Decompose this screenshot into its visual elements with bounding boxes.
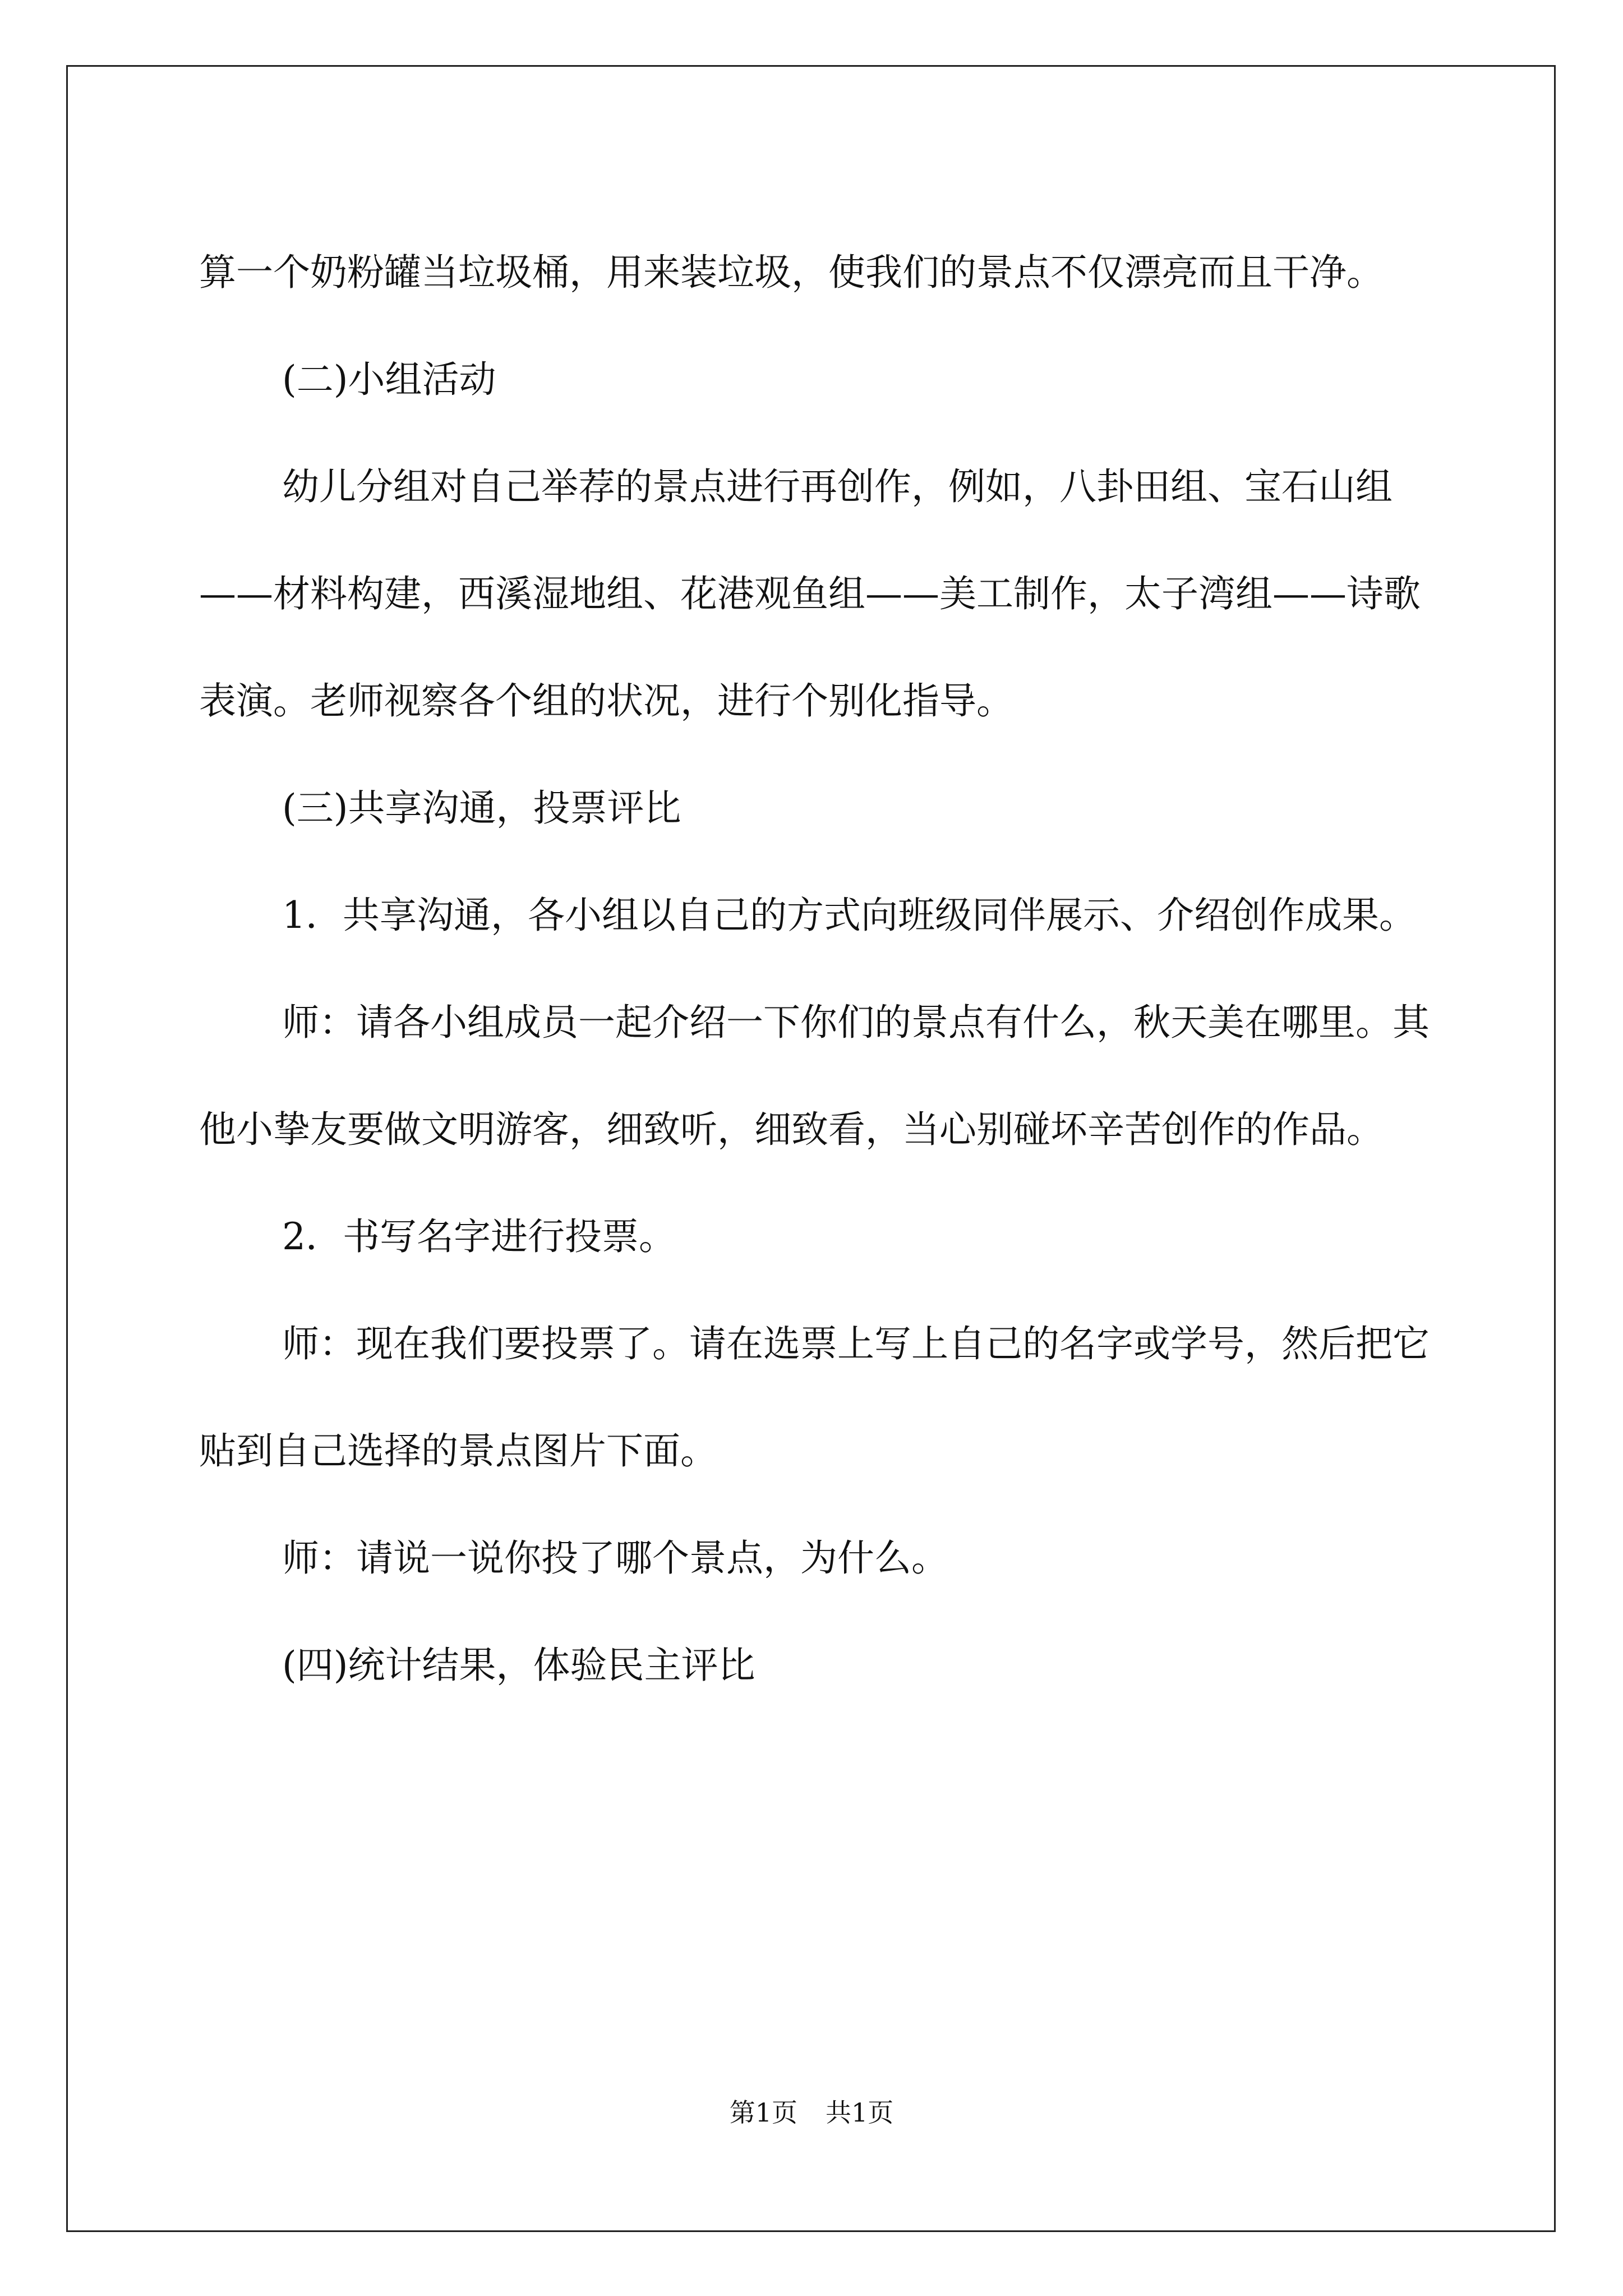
- section-heading-share-vote: (三)共享沟通，投票评比: [282, 786, 681, 830]
- page-number: 第1页: [729, 2097, 797, 2128]
- paragraph-teacher-intro: 师：请各小组成员一起介绍一下你们的景点有什么，秋天美在哪里。其他小挚友要做文明游客，细致听，细致看，当心别碰坏辛苦创作的作品。: [199, 1001, 1430, 1151]
- section-heading-group-activity: (二)小组活动: [282, 358, 496, 401]
- paragraph-teacher-ask: 师：请说一说你投了哪个景点，为什么。: [282, 1536, 948, 1580]
- document-body: [199, 219, 1430, 1719]
- section-heading-statistics: (四)统计结果，体验民主评比: [282, 1644, 755, 1687]
- paragraph-share-step-1: 1．共享沟通，各小组以自己的方式向班级同伴展示、介绍创作成果。: [282, 894, 1416, 937]
- paragraph-group-creation: 幼儿分组对自己举荐的景点进行再创作，例如，八卦田组、宝石山组——材料构建，西溪湿地组、花港观鱼组——美工制作，太子湾组——诗歌表演。老师视察各个组的状况，进行个别化指导。: [199, 465, 1421, 723]
- paragraph-teacher-vote: 师：现在我们要投票了。请在选票上写上自己的名字或学号，然后把它贴到自己选择的景点图片下面。: [199, 1322, 1430, 1473]
- paragraph-vote-step-2: 2．书写名字进行投票。: [282, 1215, 676, 1258]
- paragraph-1: 算一个奶粉罐当垃圾桶，用来装垃圾，使我们的景点不仅漂亮而且干净。: [199, 251, 1384, 294]
- page-footer: [0, 2096, 1623, 2129]
- total-pages: 共1页: [826, 2097, 894, 2128]
